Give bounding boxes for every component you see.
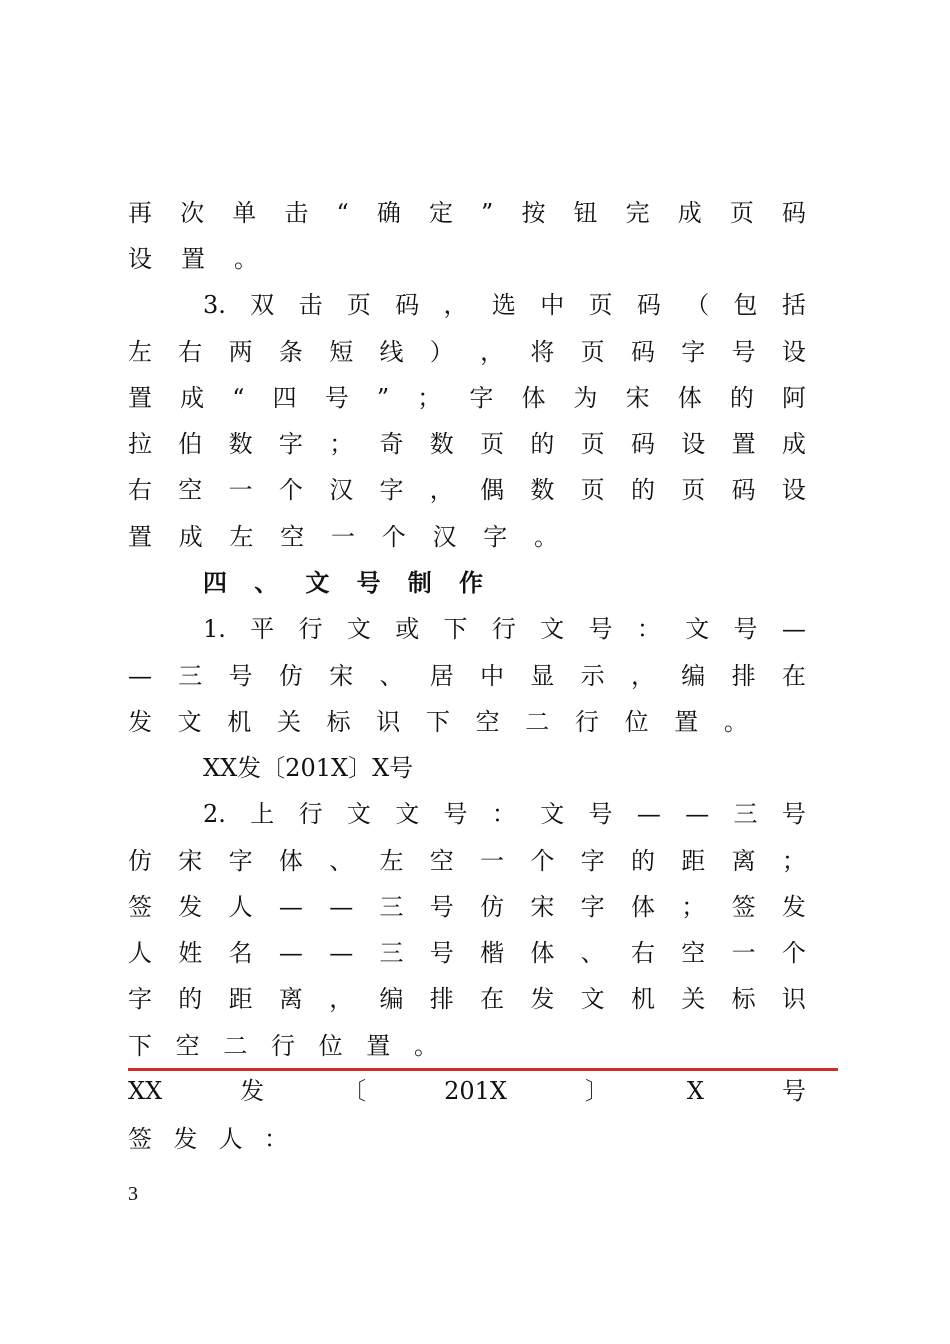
text-glyph: 置 <box>731 430 756 458</box>
text-glyph: 伯 <box>178 430 203 458</box>
text-glyph: 人 <box>128 939 152 967</box>
text-glyph: 码 <box>781 199 806 227</box>
text-glyph: 在 <box>781 662 806 690</box>
text-glyph: ” <box>376 384 390 412</box>
text-glyph: 置 <box>128 384 152 412</box>
text-glyph: 置 <box>366 1032 391 1060</box>
paragraph-line <box>203 796 806 832</box>
text-glyph: ； <box>681 893 706 921</box>
text-glyph: — <box>329 939 354 967</box>
text-glyph: 体 <box>677 384 702 412</box>
text-glyph: 1. <box>203 615 226 643</box>
text-glyph: 排 <box>429 985 454 1013</box>
document-number-example <box>203 750 533 786</box>
text-glyph: 码 <box>630 338 655 366</box>
text-glyph: 三 <box>379 939 404 967</box>
text-glyph: 页 <box>580 338 605 366</box>
text-glyph: 三 <box>379 893 404 921</box>
text-glyph: 文 <box>395 800 420 828</box>
text-glyph: 位 <box>318 1032 343 1060</box>
text-glyph: 一 <box>331 523 355 551</box>
text-glyph: 号 <box>733 615 758 643</box>
text-glyph: ； <box>329 430 354 458</box>
text-glyph: 二 <box>223 1032 248 1060</box>
text-glyph: 〔 <box>342 1077 367 1105</box>
text-glyph: 页 <box>480 430 505 458</box>
text-glyph: 关 <box>681 985 706 1013</box>
text-glyph: 空 <box>178 476 203 504</box>
text-glyph: — <box>329 893 354 921</box>
text-glyph: 奇 <box>379 430 404 458</box>
text-glyph: ， <box>329 985 354 1013</box>
text-glyph: 号 <box>356 569 381 597</box>
text-glyph: ： <box>263 1125 288 1153</box>
text-glyph: 201X <box>444 1077 507 1105</box>
text-glyph: 阿 <box>781 384 806 412</box>
text-glyph: 离 <box>731 847 756 875</box>
text-glyph: 仿 <box>278 662 303 690</box>
text-glyph: 。 <box>723 708 748 736</box>
text-glyph: 。 <box>234 245 258 273</box>
text-glyph: 中 <box>480 662 505 690</box>
text-glyph: 文 <box>346 615 371 643</box>
text-glyph: 完 <box>625 199 650 227</box>
document-number-text <box>128 1073 806 1109</box>
text-glyph: 码 <box>636 291 661 319</box>
text-glyph: 数 <box>429 430 454 458</box>
text-glyph: 标 <box>731 985 756 1013</box>
text-glyph: 三 <box>178 662 203 690</box>
text-glyph: 数 <box>228 430 253 458</box>
text-glyph: 位 <box>624 708 649 736</box>
text-glyph: 设 <box>781 476 806 504</box>
paragraph-line <box>128 658 806 694</box>
page-number: 3 <box>128 1183 138 1205</box>
text-glyph: 空 <box>681 939 706 967</box>
text-glyph: 的 <box>178 985 203 1013</box>
text-glyph: 发 <box>781 893 806 921</box>
text-glyph: 成 <box>677 199 702 227</box>
text-glyph: 成 <box>781 430 806 458</box>
text-glyph: 设 <box>781 338 806 366</box>
text-glyph: 空 <box>475 708 500 736</box>
text-glyph: 空 <box>280 523 305 551</box>
text-glyph: 三 <box>733 800 758 828</box>
text-glyph: 下 <box>128 1032 152 1060</box>
text-glyph: 编 <box>681 662 706 690</box>
text-glyph: 上 <box>250 800 275 828</box>
text-glyph: 包 <box>733 291 758 319</box>
text-glyph: ） <box>429 338 454 366</box>
text-glyph: 行 <box>270 1032 295 1060</box>
text-glyph: 3. <box>203 291 226 319</box>
text-glyph: 字 <box>228 847 253 875</box>
text-glyph: 发 <box>240 1077 265 1105</box>
text-glyph: 标 <box>326 708 351 736</box>
text-glyph: 号 <box>781 800 806 828</box>
text-glyph: 次 <box>180 199 205 227</box>
paragraph-line <box>128 426 806 462</box>
text-glyph: 楷 <box>480 939 505 967</box>
text-glyph: 仿 <box>128 847 152 875</box>
text-glyph: 击 <box>284 199 309 227</box>
text-glyph: 设 <box>128 245 152 273</box>
text-glyph: 字 <box>580 893 605 921</box>
text-glyph: 个 <box>781 939 806 967</box>
text-glyph: XX <box>128 1077 163 1105</box>
text-glyph: 人 <box>218 1125 243 1153</box>
text-glyph: 行 <box>298 800 323 828</box>
text-glyph: 离 <box>278 985 303 1013</box>
text-glyph: 文 <box>305 569 330 597</box>
text-glyph: 文 <box>580 985 605 1013</box>
text-glyph: 个 <box>278 476 303 504</box>
text-glyph: 页 <box>588 291 613 319</box>
text-glyph: 宋 <box>178 847 203 875</box>
text-glyph: 码 <box>395 291 420 319</box>
text-glyph: 击 <box>298 291 323 319</box>
text-glyph: ， <box>443 291 468 319</box>
text-glyph: 设 <box>681 430 706 458</box>
text-glyph: 识 <box>376 708 401 736</box>
text-glyph: 右 <box>630 939 655 967</box>
text-glyph: 码 <box>731 476 756 504</box>
text-glyph: ， <box>429 476 454 504</box>
text-glyph: 字 <box>483 523 508 551</box>
text-glyph: “ <box>336 199 349 227</box>
text-glyph: 双 <box>250 291 275 319</box>
text-glyph: 页 <box>346 291 371 319</box>
text-glyph: 汉 <box>329 476 354 504</box>
text-glyph: 条 <box>278 338 303 366</box>
text-glyph: 、 <box>329 847 354 875</box>
text-glyph: 发 <box>530 985 555 1013</box>
text-glyph: 右 <box>178 338 203 366</box>
text-glyph: 页 <box>681 476 706 504</box>
text-glyph: 按 <box>521 199 546 227</box>
signer-label <box>128 1121 288 1157</box>
text-glyph: 文 <box>540 800 565 828</box>
text-glyph: 单 <box>232 199 257 227</box>
paragraph-line <box>128 843 806 879</box>
paragraph-line <box>203 287 806 323</box>
text-glyph: 确 <box>376 199 401 227</box>
text-glyph: 平 <box>250 615 275 643</box>
text-glyph: 行 <box>491 615 516 643</box>
section-heading <box>203 565 483 601</box>
text-glyph: 体 <box>630 893 655 921</box>
text-glyph: 号 <box>731 338 756 366</box>
text-glyph: 两 <box>228 338 253 366</box>
document-number-text: XX发〔201X〕X号 <box>203 754 414 782</box>
text-glyph: 号 <box>429 939 454 967</box>
text-glyph: 置 <box>128 523 152 551</box>
text-glyph: 下 <box>443 615 468 643</box>
text-glyph: ” <box>481 199 494 227</box>
text-glyph: 仿 <box>480 893 505 921</box>
text-glyph: 数 <box>530 476 555 504</box>
text-glyph: 的 <box>630 476 655 504</box>
text-glyph: 关 <box>276 708 301 736</box>
text-glyph: 识 <box>781 985 806 1013</box>
text-glyph: 置 <box>181 245 205 273</box>
text-glyph: 号 <box>443 800 468 828</box>
text-glyph: 的 <box>530 430 555 458</box>
text-glyph: 右 <box>128 476 152 504</box>
text-glyph: 字 <box>580 847 605 875</box>
text-glyph: 体 <box>521 384 546 412</box>
text-glyph: （ <box>685 291 710 319</box>
text-glyph: 定 <box>428 199 453 227</box>
text-glyph: — <box>636 800 661 828</box>
text-glyph: 作 <box>458 569 483 597</box>
text-glyph: 下 <box>425 708 450 736</box>
text-glyph: 距 <box>681 847 706 875</box>
text-glyph: 文 <box>177 708 202 736</box>
text-glyph: 机 <box>630 985 655 1013</box>
text-glyph: 左 <box>128 338 152 366</box>
text-glyph: ， <box>630 662 655 690</box>
text-glyph: 一 <box>731 939 756 967</box>
text-glyph: 页 <box>729 199 754 227</box>
text-glyph: ： <box>491 800 516 828</box>
text-glyph: X <box>686 1077 705 1105</box>
text-glyph: 名 <box>228 939 253 967</box>
text-glyph: 发 <box>173 1125 198 1153</box>
text-glyph: 再 <box>128 199 152 227</box>
text-glyph: 发 <box>178 893 203 921</box>
text-glyph: 一 <box>480 847 505 875</box>
paragraph-line <box>128 519 558 555</box>
text-glyph: 四 <box>203 569 227 597</box>
text-glyph: 、 <box>580 939 605 967</box>
upstream-document-number-example <box>128 1073 806 1109</box>
text-glyph: 空 <box>175 1032 200 1060</box>
paragraph-line <box>128 380 806 416</box>
text-glyph: 号 <box>228 662 253 690</box>
text-glyph: 签 <box>731 893 756 921</box>
text-glyph: 编 <box>379 985 404 1013</box>
text-glyph: 选 <box>491 291 516 319</box>
text-glyph: 行 <box>574 708 599 736</box>
text-glyph: 或 <box>395 615 420 643</box>
text-glyph: 字 <box>278 430 303 458</box>
paragraph-line <box>203 611 806 647</box>
text-glyph: 括 <box>781 291 806 319</box>
text-glyph: 发 <box>128 708 152 736</box>
text-glyph: 文 <box>540 615 565 643</box>
text-glyph: 偶 <box>480 476 505 504</box>
text-glyph: 显 <box>530 662 555 690</box>
paragraph-line <box>128 334 806 370</box>
text-glyph: 行 <box>298 615 323 643</box>
text-glyph: — <box>685 800 710 828</box>
text-glyph: 〕 <box>584 1077 609 1105</box>
text-glyph: ， <box>480 338 505 366</box>
text-glyph: 在 <box>480 985 505 1013</box>
text-glyph: 体 <box>278 847 303 875</box>
text-glyph: 的 <box>729 384 754 412</box>
text-glyph: 号 <box>429 893 454 921</box>
text-glyph: 置 <box>674 708 699 736</box>
text-glyph: 成 <box>178 523 203 551</box>
text-glyph: 、 <box>379 662 404 690</box>
text-glyph: 文 <box>685 615 710 643</box>
text-glyph: ； <box>781 847 806 875</box>
text-glyph: 示 <box>580 662 605 690</box>
text-glyph: 字 <box>128 985 152 1013</box>
text-glyph: 制 <box>407 569 432 597</box>
text-glyph: 钮 <box>573 199 598 227</box>
text-glyph: — <box>128 662 152 690</box>
text-glyph: 号 <box>324 384 349 412</box>
text-glyph: 二 <box>525 708 550 736</box>
text-glyph: 字 <box>681 338 706 366</box>
text-glyph: 、 <box>254 569 279 597</box>
text-glyph: 汉 <box>432 523 457 551</box>
text-glyph: — <box>781 615 806 643</box>
text-glyph: 码 <box>630 430 655 458</box>
text-glyph: 2. <box>203 800 226 828</box>
text-glyph: 号 <box>588 800 613 828</box>
text-glyph: 字 <box>379 476 404 504</box>
text-glyph: 字 <box>469 384 494 412</box>
text-glyph: — <box>278 893 303 921</box>
text-glyph: 短 <box>329 338 354 366</box>
text-glyph: 成 <box>180 384 205 412</box>
paragraph-line <box>128 1028 438 1064</box>
text-glyph: 将 <box>530 338 555 366</box>
text-glyph: 居 <box>429 662 454 690</box>
text-glyph: 的 <box>630 847 655 875</box>
text-glyph: 一 <box>228 476 253 504</box>
text-glyph: 宋 <box>530 893 555 921</box>
text-glyph: ： <box>636 615 661 643</box>
text-glyph: 姓 <box>178 939 203 967</box>
text-glyph: 宋 <box>625 384 650 412</box>
text-glyph: 号 <box>781 1077 806 1105</box>
text-glyph: ； <box>417 384 442 412</box>
text-glyph: 左 <box>379 847 404 875</box>
text-glyph: 距 <box>228 985 253 1013</box>
paragraph-line <box>128 981 806 1017</box>
text-glyph: 签 <box>128 893 152 921</box>
paragraph-line <box>128 704 748 740</box>
text-glyph: — <box>278 939 303 967</box>
text-glyph: 。 <box>534 523 558 551</box>
text-glyph: 为 <box>573 384 598 412</box>
text-glyph: 个 <box>381 523 406 551</box>
text-glyph: 左 <box>229 523 254 551</box>
paragraph-line <box>128 241 258 277</box>
text-glyph: 空 <box>429 847 454 875</box>
text-glyph: 个 <box>530 847 555 875</box>
text-glyph: 页 <box>580 476 605 504</box>
paragraph-line <box>128 935 806 971</box>
text-glyph: “ <box>232 384 245 412</box>
text-glyph: 体 <box>530 939 555 967</box>
text-glyph: 拉 <box>128 430 152 458</box>
paragraph-line <box>128 472 806 508</box>
red-separator-rule <box>128 1068 838 1071</box>
text-glyph: 号 <box>588 615 613 643</box>
text-glyph: 排 <box>731 662 756 690</box>
text-glyph: 机 <box>227 708 252 736</box>
text-glyph: 签 <box>128 1125 152 1153</box>
text-glyph: 文 <box>346 800 371 828</box>
text-glyph: 。 <box>413 1032 438 1060</box>
text-glyph: 人 <box>228 893 253 921</box>
text-glyph: 中 <box>540 291 565 319</box>
text-glyph: 宋 <box>329 662 354 690</box>
paragraph-line <box>128 889 806 925</box>
text-glyph: 页 <box>580 430 605 458</box>
paragraph-line <box>128 195 806 231</box>
text-glyph: 线 <box>379 338 404 366</box>
text-glyph: 四 <box>272 384 297 412</box>
